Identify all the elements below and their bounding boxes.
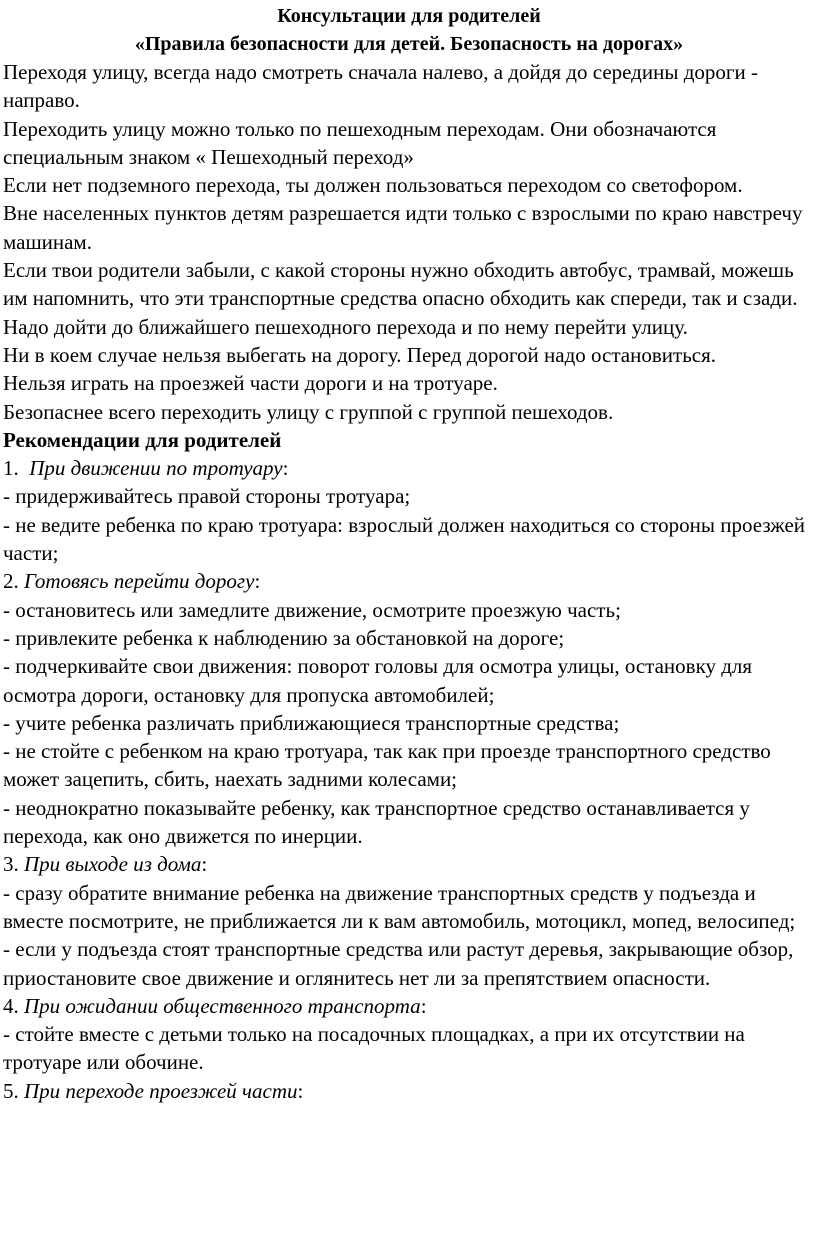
section-heading: 5. При переходе проезжей части: (3, 1078, 304, 1103)
section-number: 4. (3, 993, 19, 1018)
section-heading: 2. Готовясь перейти дорогу: (3, 569, 261, 594)
section-number: 5. (3, 1078, 19, 1103)
section-title: При движении по тротуару (29, 456, 283, 481)
list-item: - сразу обратите внимание ребенка на движение транспортных средств у подъезда и вместе посмотрите, не приближается ли к вам автомобиль, мотоцикл, мопед, велосипед; (3, 880, 796, 933)
paragraph: Безопаснее всего переходить улицу с группой с группой пешеходов. (3, 399, 614, 424)
list-item: - придерживайтесь правой стороны тротуара; (3, 484, 411, 509)
section-title: При переходе проезжей части (24, 1078, 298, 1103)
section-title: Готовясь перейти дорогу (24, 569, 255, 594)
paragraph: Если твои родители забыли, с какой стороны нужно обходить автобус, трамвай, можешь им напомнить, что эти транспортные средства опасно обходить как спереди, так и сзади. Надо дойти до ближайшего пешеходного перехода и по нему перейти улицу. (3, 258, 798, 339)
section-title: При выходе из дома (24, 852, 202, 877)
list-item: - не стойте с ребенком на краю тротуара, так как при проезде транспортного средство может зацепить, сбить, наехать задними колесами; (3, 739, 771, 792)
document-page (0, 2, 815, 1105)
paragraph: Ни в коем случае нельзя выбегать на дорогу. Перед дорогой надо остановиться. (3, 342, 716, 367)
list-item: - стойте вместе с детьми только на посадочных площадках, а при их отсутствии на тротуаре или обочине. (3, 1022, 745, 1075)
section-heading: 4. При ожидании общественного транспорта: (3, 993, 427, 1018)
recommendations-heading: Рекомендации для родителей (3, 427, 282, 452)
document-title-line-1: Консультации для родителей (277, 5, 541, 27)
list-item: - неоднократно показывайте ребенку, как транспортное средство останавливается у перехода, как оно движется по инерции. (3, 795, 750, 849)
section-title: При ожидании общественного транспорта (24, 993, 421, 1018)
list-item: - остановитесь или замедлите движение, осмотрите проезжую часть; (3, 597, 621, 622)
document-title-line-2: «Правила безопасности для детей. Безопасность на дорогах» (134, 33, 684, 55)
paragraph: Вне населенных пунктов детям разрешается идти только с взрослыми по краю навстречу машинам. (3, 201, 803, 254)
paragraph: Если нет подземного перехода, ты должен пользоваться переходом со светофором. (3, 173, 743, 198)
section-heading: 3. При выходе из дома: (3, 852, 208, 877)
section-number: 1. (3, 456, 19, 481)
section-heading: 1. При движении по тротуару: (3, 456, 289, 481)
list-item: - не ведите ребенка по краю тротуара: взрослый должен находиться со стороны проезжей части; (3, 512, 806, 566)
paragraph: Переходить улицу можно только по пешеходным переходам. Они обозначаются специальным знаком « Пешеходный переход» (3, 116, 717, 169)
section-number: 3. (3, 852, 19, 877)
list-item: - подчеркивайте свои движения: поворот головы для осмотра улицы, остановку для осмотра дороги, остановку для пропуска автомобилей; (3, 654, 753, 707)
list-item: - учите ребенка различать приближающиеся транспортные средства; (3, 710, 620, 735)
paragraph: Нельзя играть на проезжей части дороги и на тротуаре. (3, 371, 498, 396)
list-item: - привлеките ребенка к наблюдению за обстановкой на дороге; (3, 625, 565, 650)
paragraph: Переходя улицу, всегда надо смотреть сначала налево, а дойдя до середины дороги - направо. (3, 60, 758, 113)
list-item: - если у подъезда стоят транспортные средства или растут деревья, закрывающие обзор, приостановите свое движение и оглянитесь нет ли за препятствием опасности. (3, 937, 794, 990)
section-number: 2. (3, 569, 19, 594)
